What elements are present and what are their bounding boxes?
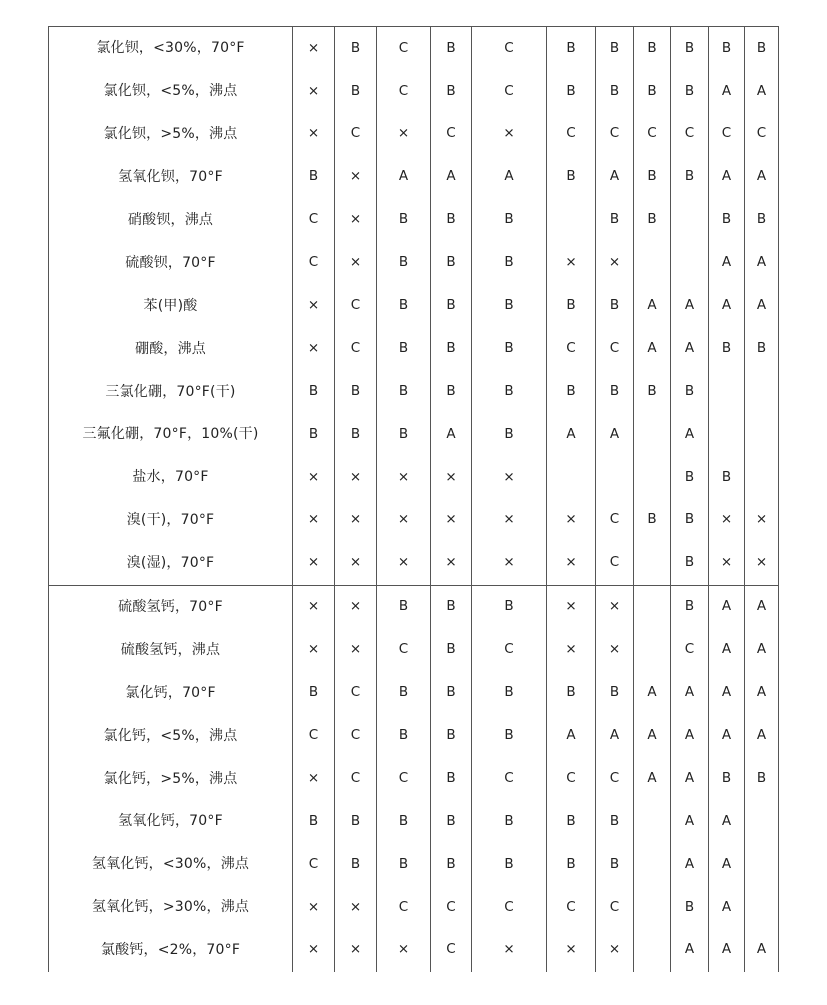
- rating-cell: B: [547, 284, 596, 327]
- rating-cell: ×: [547, 628, 596, 671]
- rating-cell: A: [634, 757, 671, 800]
- rating-cell: B: [431, 284, 472, 327]
- medium-name-cell: 溴(干)，70°F: [49, 499, 293, 542]
- rating-cell: B: [377, 671, 431, 714]
- rating-cell: A: [709, 843, 745, 886]
- rating-cell: B: [671, 499, 709, 542]
- medium-name-cell: 苯(甲)酸: [49, 284, 293, 327]
- rating-cell: A: [709, 800, 745, 843]
- rating-cell: ×: [596, 929, 634, 972]
- rating-cell: ×: [377, 113, 431, 156]
- rating-cell: ×: [335, 241, 377, 284]
- rating-cell: B: [745, 27, 779, 70]
- rating-cell: ×: [709, 542, 745, 585]
- rating-cell: ×: [547, 542, 596, 585]
- rating-cell: B: [671, 70, 709, 113]
- table-row: [49, 886, 779, 929]
- rating-cell: ×: [596, 241, 634, 284]
- rating-cell: A: [377, 156, 431, 199]
- rating-cell: A: [709, 284, 745, 327]
- rating-cell: A: [709, 585, 745, 628]
- rating-cell: B: [472, 199, 547, 242]
- rating-cell: [634, 542, 671, 585]
- table-row: [49, 156, 779, 199]
- rating-cell: B: [431, 628, 472, 671]
- rating-cell: C: [596, 113, 634, 156]
- rating-cell: C: [596, 499, 634, 542]
- rating-cell: A: [745, 585, 779, 628]
- rating-cell: ×: [335, 456, 377, 499]
- rating-cell: B: [431, 241, 472, 284]
- rating-cell: B: [431, 327, 472, 370]
- rating-cell: A: [745, 284, 779, 327]
- rating-cell: B: [547, 671, 596, 714]
- rating-cell: B: [431, 714, 472, 757]
- rating-cell: C: [431, 886, 472, 929]
- rating-cell: [634, 585, 671, 628]
- rating-cell: A: [671, 327, 709, 370]
- rating-cell: [634, 456, 671, 499]
- rating-cell: A: [431, 413, 472, 456]
- rating-cell: ×: [472, 113, 547, 156]
- medium-name-cell: 三氯化硼，70°F(干): [49, 370, 293, 413]
- rating-cell: B: [671, 585, 709, 628]
- rating-cell: B: [634, 27, 671, 70]
- rating-cell: ×: [293, 542, 335, 585]
- rating-cell: A: [709, 241, 745, 284]
- medium-name-cell: 氢氧化钙，70°F: [49, 800, 293, 843]
- rating-cell: C: [472, 70, 547, 113]
- table-row: [49, 27, 779, 70]
- rating-cell: A: [745, 628, 779, 671]
- rating-cell: ×: [293, 70, 335, 113]
- table-row: [49, 585, 779, 628]
- rating-cell: A: [547, 714, 596, 757]
- rating-cell: [596, 456, 634, 499]
- rating-cell: ×: [293, 929, 335, 972]
- medium-name-cell: 氯酸钙，<2%，70°F: [49, 929, 293, 972]
- rating-cell: A: [745, 70, 779, 113]
- rating-cell: A: [745, 156, 779, 199]
- rating-cell: ×: [293, 456, 335, 499]
- rating-cell: C: [596, 757, 634, 800]
- rating-cell: C: [293, 843, 335, 886]
- rating-cell: ×: [377, 542, 431, 585]
- rating-cell: B: [596, 284, 634, 327]
- rating-cell: B: [431, 671, 472, 714]
- rating-cell: B: [335, 27, 377, 70]
- rating-cell: B: [335, 413, 377, 456]
- rating-cell: ×: [547, 929, 596, 972]
- rating-cell: [634, 886, 671, 929]
- rating-cell: [547, 199, 596, 242]
- rating-cell: C: [547, 327, 596, 370]
- rating-cell: B: [431, 370, 472, 413]
- corrosion-resistance-table-page: [48, 26, 778, 1005]
- rating-cell: A: [745, 241, 779, 284]
- table-row: [49, 241, 779, 284]
- table-row: [49, 499, 779, 542]
- rating-cell: B: [634, 499, 671, 542]
- rating-cell: B: [671, 370, 709, 413]
- rating-cell: C: [377, 27, 431, 70]
- medium-name-cell: 氯化钙，70°F: [49, 671, 293, 714]
- rating-cell: B: [377, 284, 431, 327]
- rating-cell: A: [547, 413, 596, 456]
- rating-cell: B: [293, 413, 335, 456]
- rating-cell: [634, 843, 671, 886]
- rating-cell: [547, 456, 596, 499]
- rating-cell: ×: [293, 628, 335, 671]
- rating-cell: ×: [596, 585, 634, 628]
- rating-cell: C: [431, 113, 472, 156]
- rating-cell: A: [671, 671, 709, 714]
- rating-cell: A: [745, 714, 779, 757]
- rating-cell: [745, 886, 779, 929]
- rating-cell: B: [472, 370, 547, 413]
- rating-cell: ×: [431, 542, 472, 585]
- rating-cell: B: [671, 456, 709, 499]
- rating-cell: B: [472, 241, 547, 284]
- rating-cell: B: [293, 370, 335, 413]
- rating-cell: B: [671, 542, 709, 585]
- table-row: [49, 413, 779, 456]
- medium-name-cell: 盐水，70°F: [49, 456, 293, 499]
- rating-cell: ×: [472, 929, 547, 972]
- rating-cell: C: [709, 113, 745, 156]
- rating-cell: A: [709, 671, 745, 714]
- rating-cell: B: [472, 327, 547, 370]
- rating-cell: ×: [335, 628, 377, 671]
- rating-cell: B: [596, 27, 634, 70]
- rating-cell: A: [671, 800, 709, 843]
- table-body: [49, 27, 779, 972]
- rating-cell: B: [472, 843, 547, 886]
- medium-name-cell: 氢氧化钡，70°F: [49, 156, 293, 199]
- rating-cell: B: [431, 800, 472, 843]
- table-row: [49, 628, 779, 671]
- rating-cell: B: [671, 27, 709, 70]
- rating-cell: B: [547, 70, 596, 113]
- table-row: [49, 284, 779, 327]
- medium-name-cell: 氯化钡，<30%，70°F: [49, 27, 293, 70]
- rating-cell: B: [472, 671, 547, 714]
- rating-cell: A: [671, 843, 709, 886]
- table-row: [49, 929, 779, 972]
- rating-cell: B: [431, 199, 472, 242]
- rating-cell: B: [547, 156, 596, 199]
- rating-cell: C: [377, 628, 431, 671]
- rating-cell: C: [293, 199, 335, 242]
- rating-cell: C: [472, 757, 547, 800]
- medium-name-cell: 溴(湿)，70°F: [49, 542, 293, 585]
- rating-cell: C: [634, 113, 671, 156]
- rating-cell: ×: [293, 113, 335, 156]
- rating-cell: B: [596, 370, 634, 413]
- rating-cell: ×: [377, 499, 431, 542]
- rating-cell: A: [709, 714, 745, 757]
- rating-cell: B: [335, 70, 377, 113]
- medium-name-cell: 硼酸，沸点: [49, 327, 293, 370]
- rating-cell: C: [293, 241, 335, 284]
- rating-cell: B: [634, 370, 671, 413]
- rating-cell: B: [547, 370, 596, 413]
- table-row: [49, 542, 779, 585]
- rating-cell: ×: [335, 499, 377, 542]
- rating-cell: A: [634, 671, 671, 714]
- rating-cell: B: [709, 327, 745, 370]
- rating-cell: ×: [596, 628, 634, 671]
- rating-cell: B: [472, 284, 547, 327]
- rating-cell: A: [709, 156, 745, 199]
- rating-cell: B: [377, 199, 431, 242]
- rating-cell: A: [671, 929, 709, 972]
- rating-cell: B: [547, 843, 596, 886]
- table-row: [49, 456, 779, 499]
- rating-cell: C: [431, 929, 472, 972]
- medium-name-cell: 氯化钡，>5%，沸点: [49, 113, 293, 156]
- table-row: [49, 714, 779, 757]
- rating-cell: C: [335, 671, 377, 714]
- rating-cell: C: [377, 886, 431, 929]
- rating-cell: A: [596, 714, 634, 757]
- rating-cell: B: [745, 199, 779, 242]
- rating-cell: B: [377, 843, 431, 886]
- rating-cell: A: [634, 327, 671, 370]
- rating-cell: B: [335, 800, 377, 843]
- rating-cell: [745, 800, 779, 843]
- rating-cell: C: [335, 327, 377, 370]
- rating-cell: B: [671, 886, 709, 929]
- rating-cell: B: [671, 156, 709, 199]
- rating-cell: C: [377, 70, 431, 113]
- rating-cell: B: [709, 199, 745, 242]
- corrosion-resistance-table: [48, 26, 779, 972]
- rating-cell: B: [431, 757, 472, 800]
- rating-cell: B: [335, 370, 377, 413]
- rating-cell: ×: [335, 156, 377, 199]
- table-row: [49, 327, 779, 370]
- rating-cell: ×: [547, 499, 596, 542]
- rating-cell: B: [596, 199, 634, 242]
- rating-cell: C: [596, 542, 634, 585]
- medium-name-cell: 氯化钡，<5%，沸点: [49, 70, 293, 113]
- rating-cell: B: [596, 843, 634, 886]
- rating-cell: A: [709, 628, 745, 671]
- rating-cell: B: [547, 27, 596, 70]
- rating-cell: [745, 456, 779, 499]
- rating-cell: ×: [335, 929, 377, 972]
- rating-cell: [634, 241, 671, 284]
- rating-cell: ×: [547, 241, 596, 284]
- rating-cell: A: [671, 284, 709, 327]
- rating-cell: ×: [547, 585, 596, 628]
- rating-cell: B: [431, 70, 472, 113]
- medium-name-cell: 氢氧化钙，<30%，沸点: [49, 843, 293, 886]
- rating-cell: C: [596, 886, 634, 929]
- rating-cell: [634, 929, 671, 972]
- table-row: [49, 671, 779, 714]
- rating-cell: A: [634, 714, 671, 757]
- rating-cell: A: [596, 156, 634, 199]
- rating-cell: B: [293, 800, 335, 843]
- rating-cell: ×: [335, 585, 377, 628]
- rating-cell: ×: [431, 456, 472, 499]
- rating-cell: B: [596, 70, 634, 113]
- rating-cell: [634, 628, 671, 671]
- rating-cell: ×: [293, 284, 335, 327]
- rating-cell: B: [472, 800, 547, 843]
- rating-cell: ×: [335, 542, 377, 585]
- rating-cell: B: [634, 199, 671, 242]
- rating-cell: C: [547, 886, 596, 929]
- table-row: [49, 199, 779, 242]
- rating-cell: [709, 413, 745, 456]
- rating-cell: ×: [472, 542, 547, 585]
- medium-name-cell: 硫酸氢钙，70°F: [49, 585, 293, 628]
- rating-cell: C: [335, 284, 377, 327]
- rating-cell: [671, 199, 709, 242]
- table-row: [49, 800, 779, 843]
- rating-cell: B: [472, 585, 547, 628]
- rating-cell: C: [472, 886, 547, 929]
- rating-cell: B: [293, 156, 335, 199]
- rating-cell: B: [634, 156, 671, 199]
- rating-cell: C: [547, 757, 596, 800]
- rating-cell: B: [596, 671, 634, 714]
- rating-cell: A: [596, 413, 634, 456]
- medium-name-cell: 硫酸氢钙，沸点: [49, 628, 293, 671]
- rating-cell: ×: [335, 199, 377, 242]
- rating-cell: A: [431, 156, 472, 199]
- rating-cell: A: [634, 284, 671, 327]
- rating-cell: ×: [472, 456, 547, 499]
- rating-cell: B: [431, 843, 472, 886]
- rating-cell: ×: [745, 499, 779, 542]
- rating-cell: C: [671, 113, 709, 156]
- medium-name-cell: 氯化钙，>5%，沸点: [49, 757, 293, 800]
- rating-cell: C: [293, 714, 335, 757]
- rating-cell: B: [709, 757, 745, 800]
- rating-cell: B: [377, 370, 431, 413]
- rating-cell: B: [547, 800, 596, 843]
- rating-cell: B: [472, 413, 547, 456]
- rating-cell: ×: [709, 499, 745, 542]
- rating-cell: B: [745, 757, 779, 800]
- rating-cell: ×: [377, 929, 431, 972]
- medium-name-cell: 氢氧化钙，>30%，沸点: [49, 886, 293, 929]
- rating-cell: B: [745, 327, 779, 370]
- rating-cell: C: [671, 628, 709, 671]
- rating-cell: B: [293, 671, 335, 714]
- rating-cell: C: [472, 27, 547, 70]
- rating-cell: A: [671, 714, 709, 757]
- rating-cell: [709, 370, 745, 413]
- rating-cell: A: [709, 70, 745, 113]
- rating-cell: [634, 800, 671, 843]
- rating-cell: ×: [335, 886, 377, 929]
- rating-cell: A: [745, 671, 779, 714]
- rating-cell: B: [709, 456, 745, 499]
- rating-cell: C: [377, 757, 431, 800]
- rating-cell: B: [634, 70, 671, 113]
- rating-cell: [745, 370, 779, 413]
- medium-name-cell: 三氟化硼，70°F，10%(干): [49, 413, 293, 456]
- rating-cell: [634, 413, 671, 456]
- rating-cell: [671, 241, 709, 284]
- rating-cell: A: [472, 156, 547, 199]
- rating-cell: B: [377, 800, 431, 843]
- rating-cell: C: [335, 757, 377, 800]
- rating-cell: A: [709, 886, 745, 929]
- rating-cell: [745, 843, 779, 886]
- table-row: [49, 843, 779, 886]
- rating-cell: C: [596, 327, 634, 370]
- rating-cell: B: [335, 843, 377, 886]
- rating-cell: B: [709, 27, 745, 70]
- rating-cell: ×: [377, 456, 431, 499]
- rating-cell: C: [335, 714, 377, 757]
- medium-name-cell: 氯化钙，<5%，沸点: [49, 714, 293, 757]
- rating-cell: B: [377, 585, 431, 628]
- rating-cell: ×: [472, 499, 547, 542]
- rating-cell: A: [709, 929, 745, 972]
- rating-cell: A: [671, 413, 709, 456]
- rating-cell: B: [377, 327, 431, 370]
- rating-cell: A: [745, 929, 779, 972]
- rating-cell: ×: [293, 499, 335, 542]
- rating-cell: ×: [293, 27, 335, 70]
- rating-cell: A: [671, 757, 709, 800]
- rating-cell: B: [431, 27, 472, 70]
- rating-cell: B: [596, 800, 634, 843]
- rating-cell: ×: [745, 542, 779, 585]
- rating-cell: B: [377, 241, 431, 284]
- medium-name-cell: 硫酸钡，70°F: [49, 241, 293, 284]
- table-row: [49, 70, 779, 113]
- medium-name-cell: 硝酸钡，沸点: [49, 199, 293, 242]
- rating-cell: ×: [293, 585, 335, 628]
- rating-cell: B: [431, 585, 472, 628]
- rating-cell: ×: [293, 886, 335, 929]
- table-row: [49, 113, 779, 156]
- rating-cell: [745, 413, 779, 456]
- rating-cell: C: [472, 628, 547, 671]
- rating-cell: ×: [293, 327, 335, 370]
- table-row: [49, 370, 779, 413]
- rating-cell: C: [335, 113, 377, 156]
- rating-cell: C: [547, 113, 596, 156]
- rating-cell: B: [377, 714, 431, 757]
- rating-cell: ×: [431, 499, 472, 542]
- rating-cell: B: [377, 413, 431, 456]
- rating-cell: ×: [293, 757, 335, 800]
- rating-cell: C: [745, 113, 779, 156]
- rating-cell: B: [472, 714, 547, 757]
- table-row: [49, 757, 779, 800]
